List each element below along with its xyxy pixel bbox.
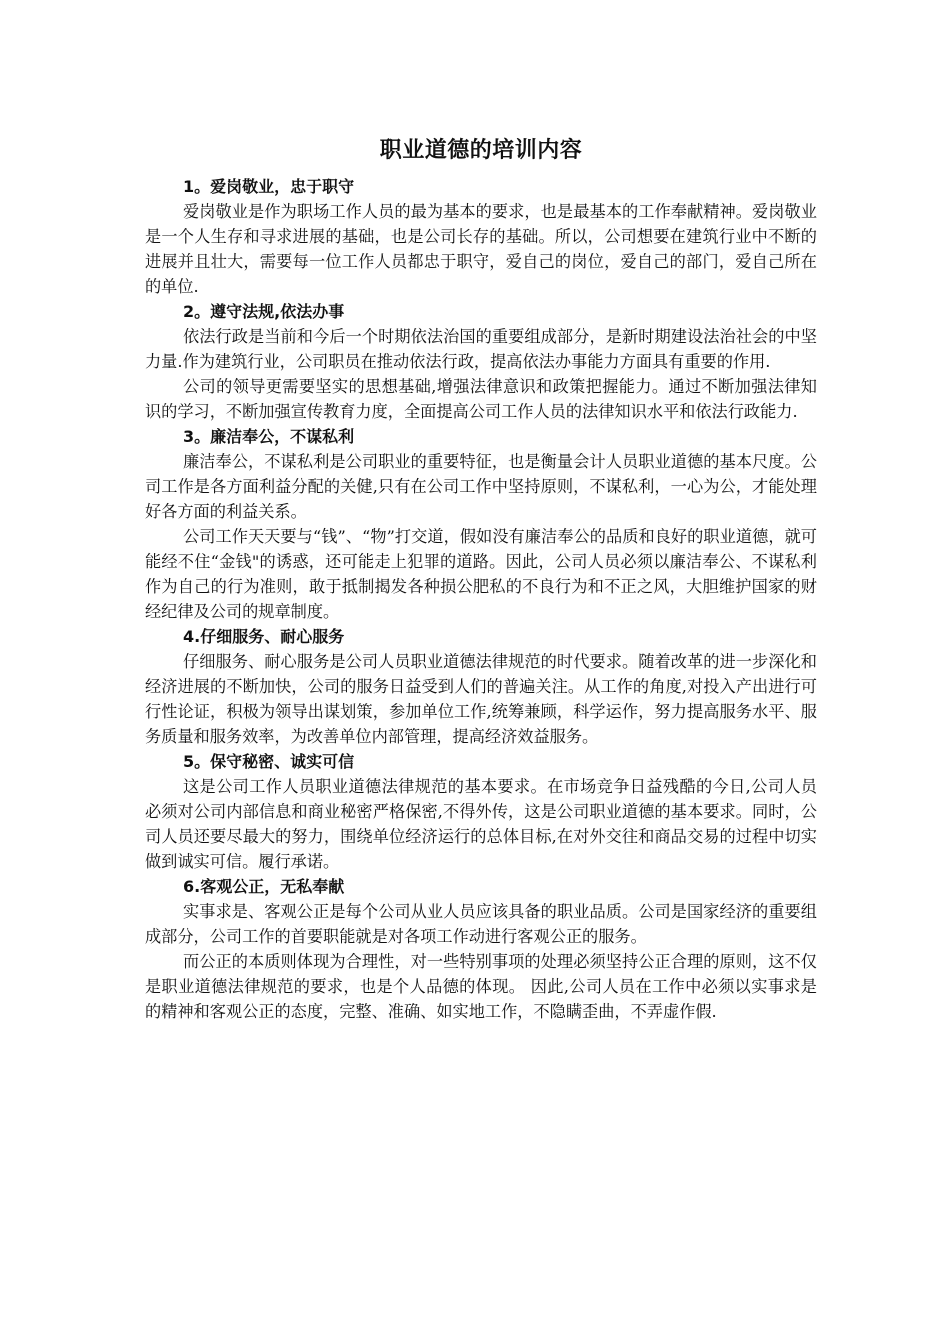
document-title: 职业道德的培训内容 xyxy=(379,138,583,163)
section-5 xyxy=(145,749,817,874)
section-heading: 5。保守秘密、诚实可信 xyxy=(183,752,355,771)
section-heading: 1。爱岗敬业，忠于职守 xyxy=(183,177,355,196)
paragraph: 廉洁奉公，不谋私利是公司职业的重要特征，也是衡量会计人员职业道德的基本尺度。公司工作是各方面利益分配的关健,只有在公司工作中坚持原则，不谋私利，一心为公，才能处理好各方面的利益关系。 xyxy=(145,452,817,521)
section-2 xyxy=(145,299,817,424)
paragraph: 依法行政是当前和今后一个时期依法治国的重要组成部分，是新时期建设法治社会的中坚力量.作为建筑行业，公司职员在推动依法行政，提高依法办事能力方面具有重要的作用. xyxy=(145,327,817,371)
section-heading: 6.客观公正，无私奉献 xyxy=(183,877,345,896)
paragraph: 公司的领导更需要坚实的思想基础,增强法律意识和政策把握能力。通过不断加强法律知识的学习，不断加强宣传教育力度，全面提高公司工作人员的法律知识水平和依法行政能力. xyxy=(145,377,817,421)
paragraph: 仔细服务、耐心服务是公司人员职业道德法律规范的时代要求。随着改革的进一步深化和经济进展的不断加快，公司的服务日益受到人们的普遍关注。从工作的角度,对投入产出进行可行性论证，积极为领导出谋划策，参加单位工作,统筹兼顾，科学运作，努力提高服务水平、服务质量和服务效率，为改善单位内部管理，提高经济效益服务。 xyxy=(145,652,817,746)
section-heading: 3。廉洁奉公，不谋私利 xyxy=(183,427,355,446)
section-heading: 4.仔细服务、耐心服务 xyxy=(183,627,345,646)
paragraph: 公司工作天天要与“钱”、“物”打交道，假如没有廉洁奉公的品质和良好的职业道德，就可能经不住“金钱"的诱惑，还可能走上犯罪的道路。因此，公司人员必须以廉洁奉公、不谋私利作为自己的行为准则，敢于抵制揭发各种损公肥私的不良行为和不正之风，大胆维护国家的财经纪律及公司的规章制度。 xyxy=(145,527,817,621)
paragraph: 这是公司工作人员职业道德法律规范的基本要求。在市场竞争日益残酷的今日,公司人员必须对公司内部信息和商业秘密严格保密,不得外传，这是公司职业道德的基本要求。同时，公司人员还要尽最大的努力，围绕单位经济运行的总体目标,在对外交往和商品交易的过程中切实做到诚实可信。履行承诺。 xyxy=(145,777,817,871)
section-1 xyxy=(145,174,817,299)
section-heading: 2。遵守法规,依法办事 xyxy=(183,302,345,321)
section-3 xyxy=(145,424,817,624)
paragraph: 实事求是、客观公正是每个公司从业人员应该具备的职业品质。公司是国家经济的重要组成部分，公司工作的首要职能就是对各项工作动进行客观公正的服务。 xyxy=(145,902,817,946)
paragraph: 爱岗敬业是作为职场工作人员的最为基本的要求，也是最基本的工作奉献精神。爱岗敬业是一个人生存和寻求进展的基础，也是公司长存的基础。所以，公司想要在建筑行业中不断的进展并且壮大，需要每一位工作人员都忠于职守，爱自己的岗位，爱自己的部门，爱自己所在的单位. xyxy=(145,202,817,296)
document-page xyxy=(145,134,817,1024)
paragraph: 而公正的本质则体现为合理性，对一些特别事项的处理必须坚持公正合理的原则，这不仅是职业道德法律规范的要求，也是个人品德的体现。 因此,公司人员在工作中必须以实事求是的精神和客观公正的态度，完整、准确、如实地工作，不隐瞒歪曲，不弄虚作假. xyxy=(145,952,817,1021)
section-4 xyxy=(145,624,817,749)
section-6 xyxy=(145,874,817,1024)
